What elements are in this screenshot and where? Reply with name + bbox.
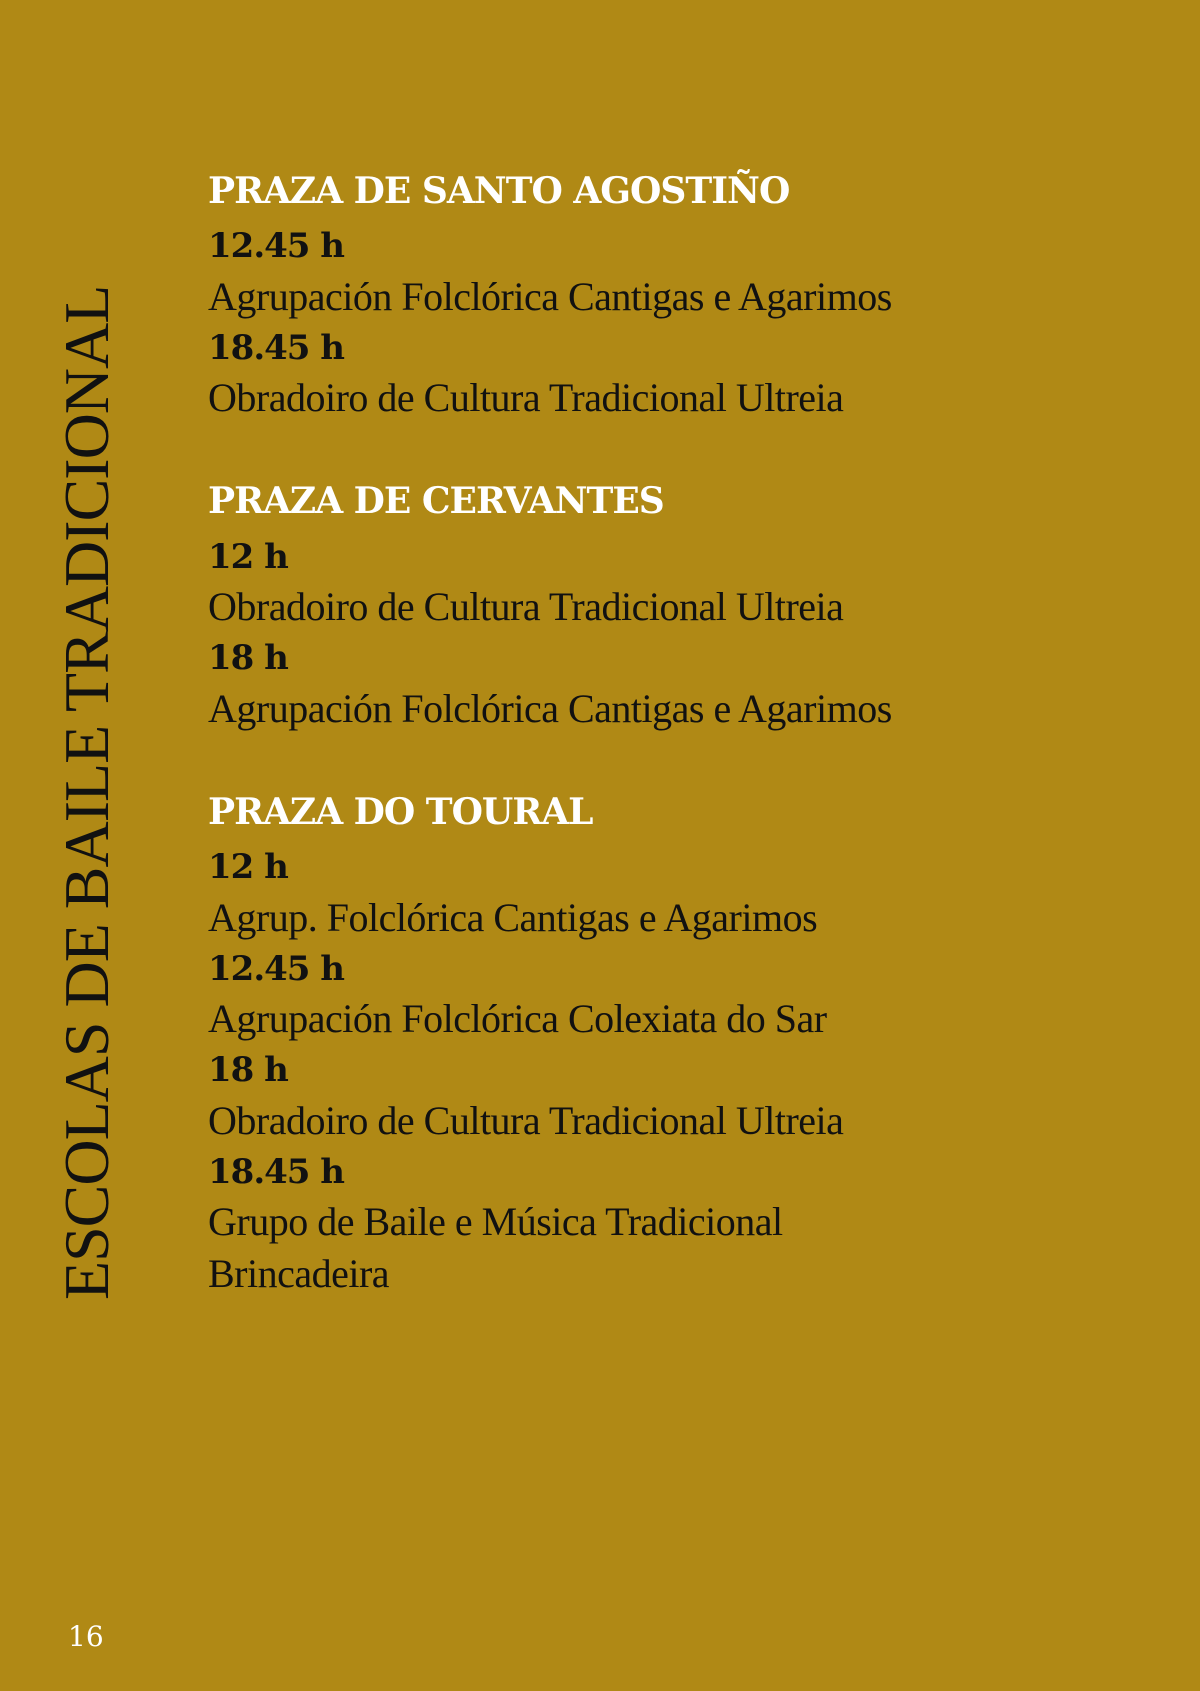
event-group: Obradoiro de Cultura Tradicional Ultreia — [208, 375, 844, 421]
event-item — [208, 325, 1168, 425]
event-time: 12.45 h — [208, 226, 345, 267]
event-time: 18 h — [208, 638, 288, 679]
event-time: 18.45 h — [208, 1151, 345, 1192]
venue-title: PRAZA DE CERVANTES — [208, 480, 664, 523]
event-group: Obradoiro de Cultura Tradicional Ultreia — [208, 584, 844, 630]
event-time: 12 h — [208, 846, 288, 887]
event-group: Agrupación Folclórica Colexiata do Sar — [208, 996, 827, 1042]
event-time: 18 h — [208, 1050, 288, 1091]
venue-section-toural — [208, 791, 1168, 1301]
event-time: 12.45 h — [208, 948, 345, 989]
event-item — [208, 223, 1168, 323]
event-time: 12 h — [208, 536, 288, 577]
venue-title: PRAZA DO TOURAL — [208, 790, 593, 833]
event-time: 18.45 h — [208, 327, 345, 368]
event-item — [208, 635, 1168, 735]
venue-section-santo-agostino — [208, 170, 1168, 424]
event-group: Agrup. Folclórica Cantigas e Agarimos — [208, 894, 818, 940]
event-item — [208, 1047, 1168, 1147]
event-item — [208, 1149, 1168, 1301]
side-title: ESCOLAS DE BAILE TRADICIONAL — [51, 285, 122, 1300]
schedule-content — [208, 170, 1168, 1356]
event-item — [208, 844, 1168, 944]
event-item — [208, 946, 1168, 1046]
event-group: Obradoiro de Cultura Tradicional Ultreia — [208, 1097, 844, 1143]
page-number: 16 — [68, 1620, 104, 1653]
event-item — [208, 534, 1168, 634]
event-group: Agrupación Folclórica Cantigas e Agarimos — [208, 685, 892, 731]
venue-section-cervantes — [208, 480, 1168, 734]
event-group: Grupo de Baile e Música Tradicional Brincadeira — [208, 1199, 783, 1297]
venue-title: PRAZA DE SANTO AGOSTIÑO — [208, 170, 790, 212]
event-group: Agrupación Folclórica Cantigas e Agarimos — [208, 273, 892, 319]
